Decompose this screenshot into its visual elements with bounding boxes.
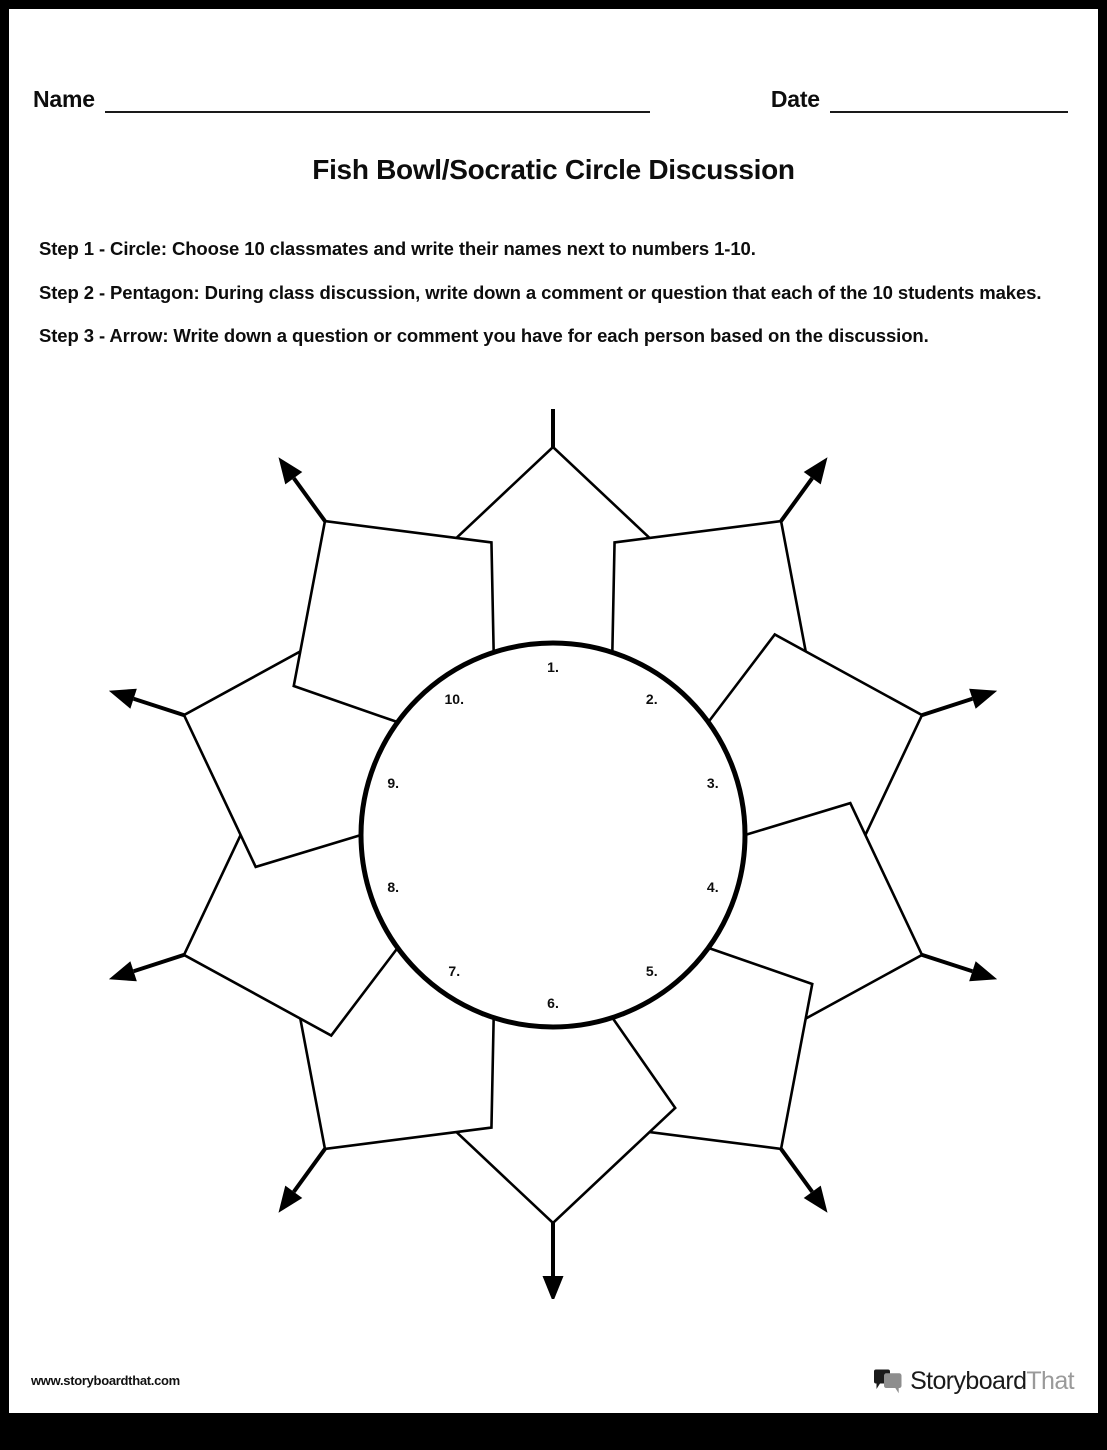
instruction-step-1: Step 1 - Circle: Choose 10 classmates and write their names next to numbers 1-10. xyxy=(39,238,756,259)
arrow-head[interactable] xyxy=(279,457,303,484)
logo-word-storyboard: Storyboard xyxy=(910,1367,1027,1395)
circle-number-label: 4. xyxy=(706,878,719,895)
arrow-head[interactable] xyxy=(543,1276,564,1299)
arrow-head[interactable] xyxy=(804,1186,828,1213)
arrow-head[interactable] xyxy=(109,689,137,709)
arrow-shaft xyxy=(134,955,184,971)
arrow-head[interactable] xyxy=(804,457,828,484)
name-label: Name xyxy=(33,86,95,112)
date-field[interactable] xyxy=(771,88,1068,113)
page-footer xyxy=(9,1333,1098,1413)
name-field[interactable] xyxy=(33,88,650,113)
storyboardthat-logo[interactable] xyxy=(873,1369,1074,1394)
circle-number-label: 6. xyxy=(547,995,559,1011)
circle-number-label: 3. xyxy=(706,775,719,792)
page-title: Fish Bowl/Socratic Circle Discussion xyxy=(312,154,795,185)
logo-word-that: That xyxy=(1026,1367,1074,1395)
instructions-list xyxy=(39,237,1064,368)
arrow-shaft xyxy=(922,955,972,971)
circle-number-label: 7. xyxy=(448,962,461,979)
circle-number-label: 8. xyxy=(387,878,400,895)
name-input-line[interactable] xyxy=(105,110,650,113)
circle-number-label: 1. xyxy=(547,659,559,675)
fishbowl-diagram-svg xyxy=(9,409,1098,1299)
arrow-head[interactable] xyxy=(109,961,137,981)
arrow-head[interactable] xyxy=(969,689,997,709)
fishbowl-diagram xyxy=(9,409,1098,1299)
arrow-shaft xyxy=(134,699,184,715)
logo-text xyxy=(910,1369,1074,1394)
header-fields xyxy=(9,71,1098,113)
footer-url[interactable]: www.storyboardthat.com xyxy=(31,1373,180,1388)
instruction-step-2: Step 2 - Pentagon: During class discussion, write down a comment or question that each of the 10 students makes. xyxy=(39,281,1042,303)
arrow-shaft xyxy=(922,699,972,715)
date-input-line[interactable] xyxy=(830,110,1068,113)
circle-number-label: 5. xyxy=(645,962,658,979)
arrow-shaft xyxy=(781,1149,812,1192)
circle-number-label: 10. xyxy=(444,691,464,708)
speech-bubbles-icon xyxy=(873,1369,903,1394)
arrow-head[interactable] xyxy=(279,1186,303,1213)
circle-number-label: 9. xyxy=(387,775,400,792)
arrow-shaft xyxy=(294,1149,325,1192)
instruction-step-3: Step 3 - Arrow: Write down a question or comment you have for each person based on the discussion. xyxy=(39,325,929,347)
center-circle[interactable] xyxy=(361,643,745,1027)
arrow-shaft xyxy=(781,478,812,521)
worksheet-page xyxy=(9,9,1098,1413)
date-label: Date xyxy=(770,86,820,112)
arrow-shaft xyxy=(294,478,325,521)
circle-number-label: 2. xyxy=(645,691,658,708)
arrow-head[interactable] xyxy=(969,961,997,981)
